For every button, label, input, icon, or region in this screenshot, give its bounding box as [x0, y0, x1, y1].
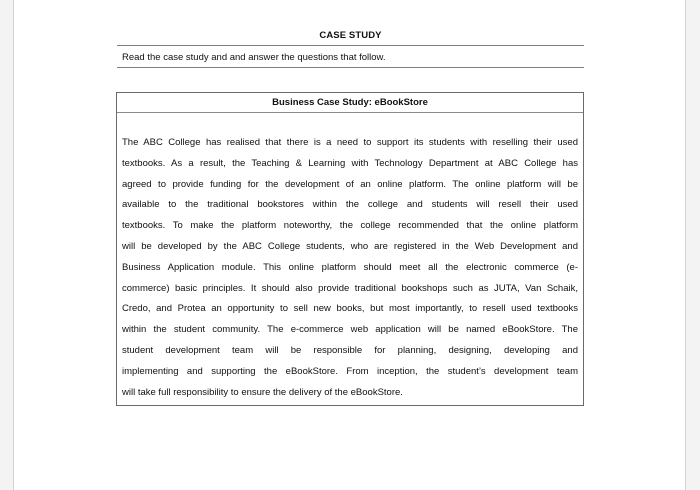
paragraph-line: available to the traditional bookstores within the college and students will resell their used: [122, 199, 578, 211]
box-title: Business Case Study: eBookStore: [272, 97, 428, 108]
case-study-box: [116, 92, 584, 406]
paragraph-line: The ABC College has realised that there is a need to support its students with reselling their used: [122, 137, 578, 148]
case-study-heading: CASE STUDY: [319, 30, 382, 41]
paragraph-line: will be developed by the ABC College students, who are registered in the Web Development and: [122, 240, 578, 252]
paragraph-line: Credo, and Protea an opportunity to sell new books, but most importantly, to resell used textbooks: [122, 303, 578, 315]
paragraph-line: textbooks. To make the platform noteworthy, the college recommended that the online platform: [122, 220, 578, 232]
paragraph-line: will take full responsibility to ensure the delivery of the eBookStore.: [122, 386, 403, 398]
case-study-paragraph: [122, 133, 578, 403]
left-window-edge: [0, 0, 14, 490]
paragraph-line: Business Application module. This online platform should meet all the electronic commerce (e-: [122, 261, 578, 273]
instruction-text: Read the case study and and answer the questions that follow.: [117, 45, 584, 68]
paragraph-line: within the student community. The e-commerce web application will be named eBookStore. The: [122, 324, 578, 336]
right-window-edge: [685, 0, 700, 490]
box-title-divider: [117, 112, 583, 113]
paragraph-line: commerce) basic principles. It should also provide traditional bookshops such as JUTA, Van Schaik,: [122, 282, 578, 294]
paragraph-line: student development team will be responsible for planning, designing, developing and: [122, 344, 578, 356]
paragraph-line: implementing and supporting the eBookStore. From inception, the student’s development team: [122, 365, 578, 377]
paragraph-line: textbooks. As a result, the Teaching & Learning with Technology Department at ABC College has: [122, 157, 578, 169]
paragraph-line: agreed to provide funding for the development of an online platform. The online platform will be: [122, 178, 578, 190]
